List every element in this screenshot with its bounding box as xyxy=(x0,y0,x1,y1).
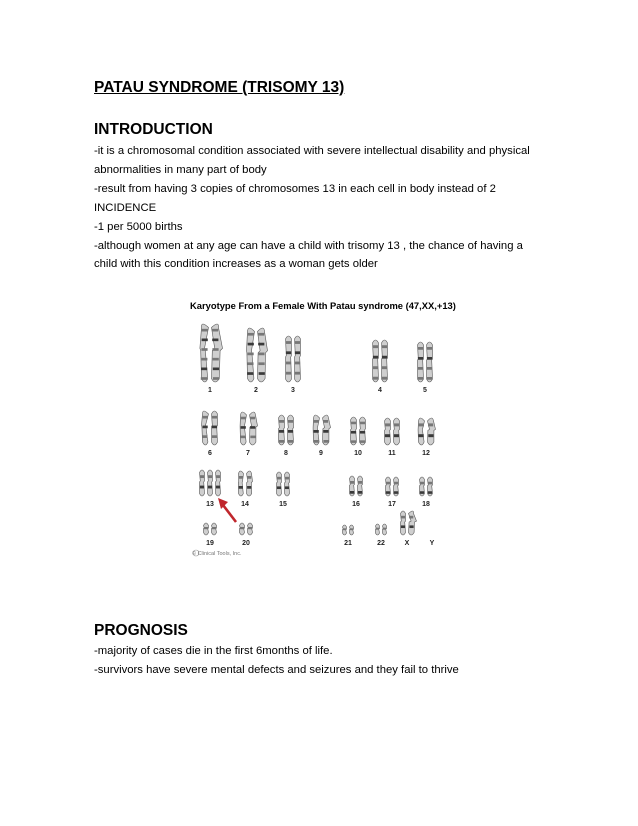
chromosome-pair xyxy=(386,477,399,496)
prognosis-line: -majority of cases die in the first 6months of life. xyxy=(94,645,333,657)
chromosome-pair xyxy=(240,523,253,535)
prognosis-line: -survivors have severe mental defects and seizures and they fail to thrive xyxy=(94,663,459,676)
chromosome-label: 20 xyxy=(242,540,250,547)
chromosome-label: 15 xyxy=(279,501,287,508)
prognosis-body xyxy=(94,642,564,680)
chromosome-pair xyxy=(418,342,433,382)
chromosome-label: 6 xyxy=(208,450,212,457)
chromosome-label: 1 xyxy=(208,387,212,394)
incidence-subheading: INCIDENCE xyxy=(94,201,157,214)
chromosome-label: 13 xyxy=(206,501,214,508)
chromosome-label: 12 xyxy=(422,450,430,457)
chromosome-label: 22 xyxy=(377,540,385,547)
chromosome-pair xyxy=(202,411,218,445)
figure-title: Karyotype From a Female With Patau syndrome (47,XX,+13) xyxy=(190,300,456,311)
prognosis-heading: PROGNOSIS xyxy=(94,622,188,639)
chromosome-label: 14 xyxy=(241,501,249,508)
chromosome-pair xyxy=(418,418,435,445)
intro-line: child with this condition increases as a woman gets older xyxy=(94,258,378,271)
chromosome-pair xyxy=(343,525,354,535)
chromosome-pair xyxy=(350,476,363,496)
chromosome-label: 9 xyxy=(319,450,323,457)
chromosome-pair xyxy=(238,471,252,496)
chromosome-pair xyxy=(277,472,290,496)
chromosome-label: 11 xyxy=(388,450,396,457)
chromosome-pair xyxy=(385,418,400,445)
introduction-body xyxy=(94,142,564,274)
karyotype-figure xyxy=(190,298,460,578)
chromosome-pair xyxy=(351,417,366,445)
chromosome-pair xyxy=(240,412,257,445)
chromosome-label: 3 xyxy=(291,387,295,394)
chromosome-label: 2 xyxy=(254,387,258,394)
chromosome-pair xyxy=(401,511,417,535)
chromosome-pair xyxy=(376,524,387,535)
page-title: PATAU SYNDROME (TRISOMY 13) xyxy=(94,79,345,96)
chromosome-label: X xyxy=(404,540,410,547)
chromosome-pair xyxy=(279,415,294,445)
chromosome-label: 4 xyxy=(378,387,382,394)
chromosome-pair xyxy=(373,340,388,382)
pointer-arrow xyxy=(218,498,236,522)
chromosome-label: 8 xyxy=(284,450,288,457)
chromosome-label: 19 xyxy=(206,540,214,547)
chromosome-pair xyxy=(286,336,301,382)
chromosome-label: 21 xyxy=(344,540,352,547)
introduction-heading: INTRODUCTION xyxy=(94,121,213,138)
chromosome-pair xyxy=(247,328,268,382)
chromosome-pair xyxy=(200,324,223,382)
intro-line: -1 per 5000 births xyxy=(94,220,183,233)
chromosome-pair xyxy=(200,470,221,496)
chromosome-pair xyxy=(204,523,217,535)
chromosome-label: 5 xyxy=(423,387,427,394)
chromosome-label: 17 xyxy=(388,501,396,508)
karyotype-image xyxy=(190,312,460,578)
chromosome-label: 18 xyxy=(422,501,430,508)
chromosome-label: Y xyxy=(429,540,435,547)
chromosome-label: 7 xyxy=(246,450,250,457)
chromosome-label: 10 xyxy=(354,450,362,457)
chromosome-pair xyxy=(420,477,433,496)
chromosome-label: 16 xyxy=(352,501,360,508)
copyright-text: © Clinical Tools, Inc. xyxy=(192,551,242,557)
intro-line: -it is a chromosomal condition associated with severe intellectual disability and physical xyxy=(94,145,530,157)
chromosome-pair xyxy=(313,415,330,445)
intro-line: -although women at any age can have a child with trisomy 13 , the chance of having a xyxy=(94,239,523,252)
intro-line: -result from having 3 copies of chromosomes 13 in each cell in body instead of 2 xyxy=(94,182,496,195)
intro-line: abnormalities in many part of body xyxy=(94,163,267,176)
